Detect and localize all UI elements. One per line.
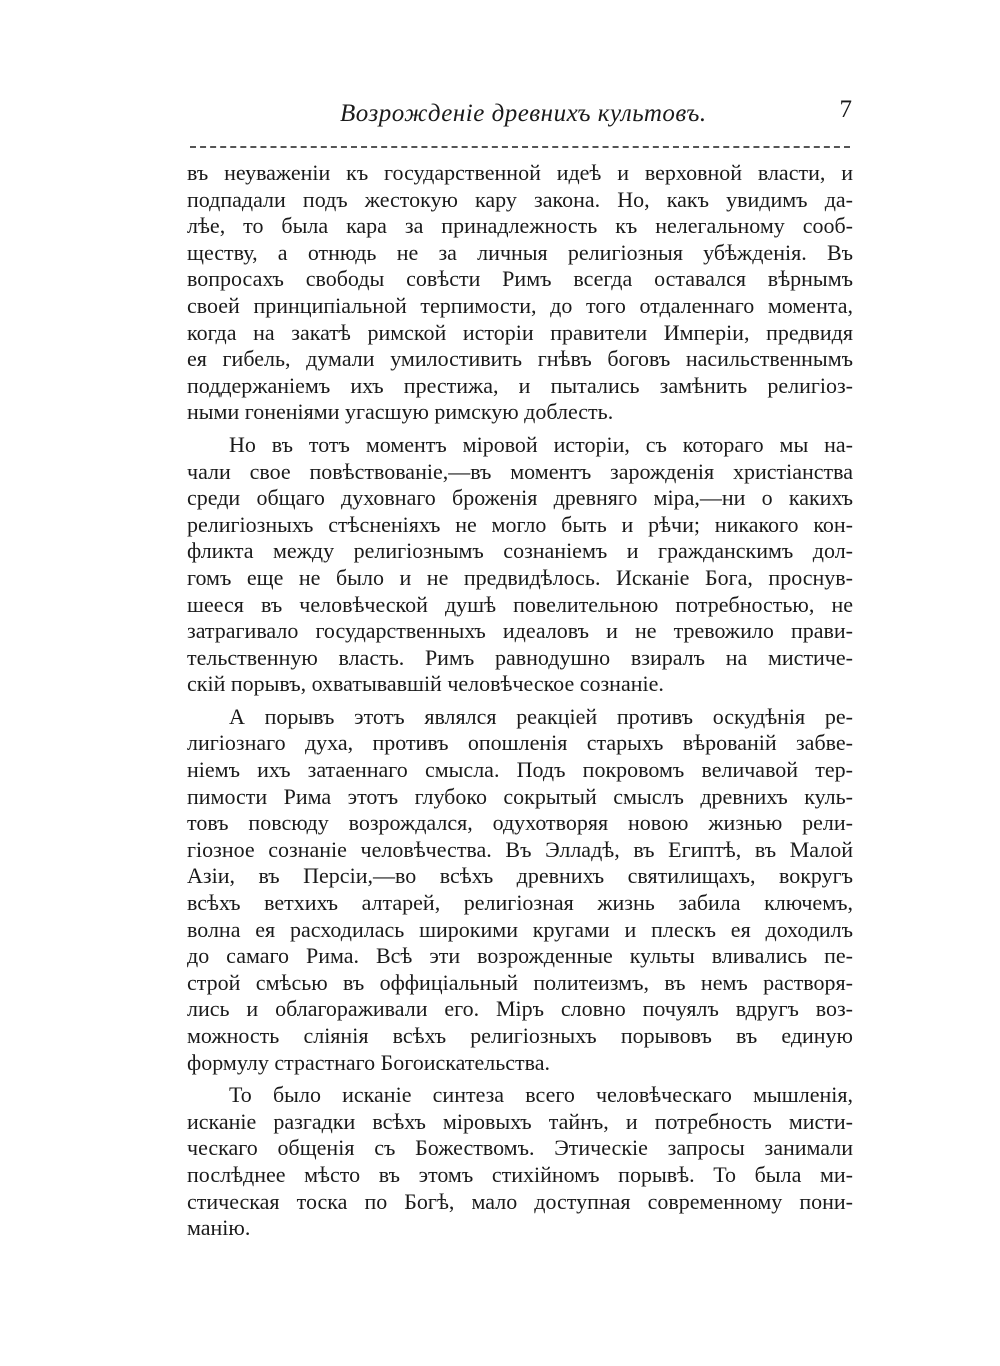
text-line: лѣе, то была кара за принадлежность къ нелегальному сооб-	[187, 213, 853, 239]
text-line: своей принципіальной терпимости, до того отдаленнаго момента,	[187, 292, 853, 318]
text-line: волна ея расходилась широкими кругами и плескъ ея доходилъ	[187, 916, 853, 942]
text-line: когда на закатѣ римской исторіи правители Имперіи, предвидя	[187, 319, 853, 345]
text-line: скій порывъ, охватывавшій человѣческое сознаніе.	[187, 671, 664, 697]
text-line: Азіи, въ Персіи,—во всѣхъ древнихъ святилищахъ, вокругъ	[187, 863, 853, 889]
text-line: до самаго Рима. Всѣ эти возрожденные культы вливались пе-	[187, 943, 853, 969]
text-line: А порывъ этотъ являлся реакціей противъ оскудѣнія ре-	[229, 703, 853, 729]
text-line: формулу страстнаго Богоискательства.	[187, 1049, 550, 1075]
text-line: подпадали подъ жестокую кару закона. Но, какъ увидимъ да-	[187, 186, 853, 212]
text-line: То было исканіе синтеза всего человѣческаго мышленія,	[229, 1082, 853, 1108]
text-line: манію.	[187, 1215, 251, 1241]
text-line: шееся въ человѣческой душѣ повелительною потребностью, не	[187, 591, 853, 617]
paragraph	[187, 1082, 853, 1242]
paragraph	[187, 432, 853, 698]
text-line: поддержаніемъ ихъ престижа, и пытались замѣнить религіоз-	[187, 372, 853, 398]
text-line: послѣднее мѣсто въ этомъ стихійномъ порывѣ. То была ми-	[187, 1161, 853, 1187]
text-line: затрагивало государственныхъ идеаловъ и не тревожило прави-	[187, 618, 853, 644]
running-title: Возрожденіе древнихъ культовъ.	[340, 100, 707, 127]
text-line: товъ повсюду возрождался, одухотворяя новою жизнью рели-	[187, 810, 853, 836]
text-line: тельственную власть. Римъ равнодушно взиралъ на мистиче-	[187, 644, 853, 670]
text-line: строй смѣсью въ оффиціальный политеизмъ, въ немъ растворя-	[187, 969, 853, 995]
text-line: фликта между религіознымъ сознаніемъ и гражданскимъ дол-	[187, 538, 853, 564]
paragraph	[187, 160, 853, 426]
text-line: гомъ еще не было и не предвидѣлось. Исканіе Бога, проснув-	[187, 564, 853, 590]
text-line: всѣхъ ветхихъ алтарей, религіозная жизнь забила ключемъ,	[187, 890, 853, 916]
paragraph	[187, 704, 853, 1076]
text-line: среди общаго духовнаго броженія древняго міра,—ни о какихъ	[187, 485, 853, 511]
text-line: Но въ тотъ моментъ міровой исторіи, съ котораго мы на-	[229, 431, 853, 457]
text-line: лись и облагораживали его. Міръ словно почуялъ вдругъ воз-	[187, 996, 853, 1022]
text-line: чали свое повѣствованіе,—въ моментъ зарожденія христіанства	[187, 458, 853, 484]
text-line: ческаго общенія съ Божествомъ. Этическіе запросы занимали	[187, 1135, 853, 1161]
page-number: 7	[839, 96, 852, 123]
body-text	[187, 160, 853, 1248]
text-line: ея гибель, думали умилостивить гнѣвъ боговъ насильственнымъ	[187, 346, 853, 372]
text-line: пимости Рима этотъ глубоко сокрытый смыслъ древнихъ куль-	[187, 783, 853, 809]
header-rule	[190, 146, 850, 148]
text-line: гіозное сознаніе человѣчества. Въ Элладѣ, въ Египтѣ, въ Малой	[187, 836, 853, 862]
text-line: исканіе разгадки всѣхъ міровыхъ тайнъ, и потребность мисти-	[187, 1108, 853, 1134]
text-line: ными гоненіями угасшую римскую доблесть.	[187, 399, 614, 425]
text-line: ществу, а отнюдь не за личныя религіозныя убѣжденія. Въ	[187, 239, 853, 265]
text-line: въ неуваженіи къ государственной идеѣ и верховной власти, и	[187, 160, 853, 185]
text-line: можность слiянія всѣхъ религіозныхъ порывовъ въ единую	[187, 1023, 853, 1048]
text-line: вопросахъ свободы совѣсти Римъ всегда оставался вѣрнымъ	[187, 266, 853, 292]
text-line: стическая тоска по Богѣ, мало доступная современному пони-	[187, 1188, 853, 1214]
text-line: лигіознаго духа, противъ опошленія старыхъ вѣрованій забве-	[187, 730, 853, 756]
running-head	[190, 96, 860, 136]
text-line: религіозныхъ стѣсненіяхъ не могло быть и рѣчи; никакого кон-	[187, 511, 853, 537]
text-line: ніемъ ихъ затаеннаго смысла. Подъ покровомъ величавой тер-	[187, 757, 853, 783]
